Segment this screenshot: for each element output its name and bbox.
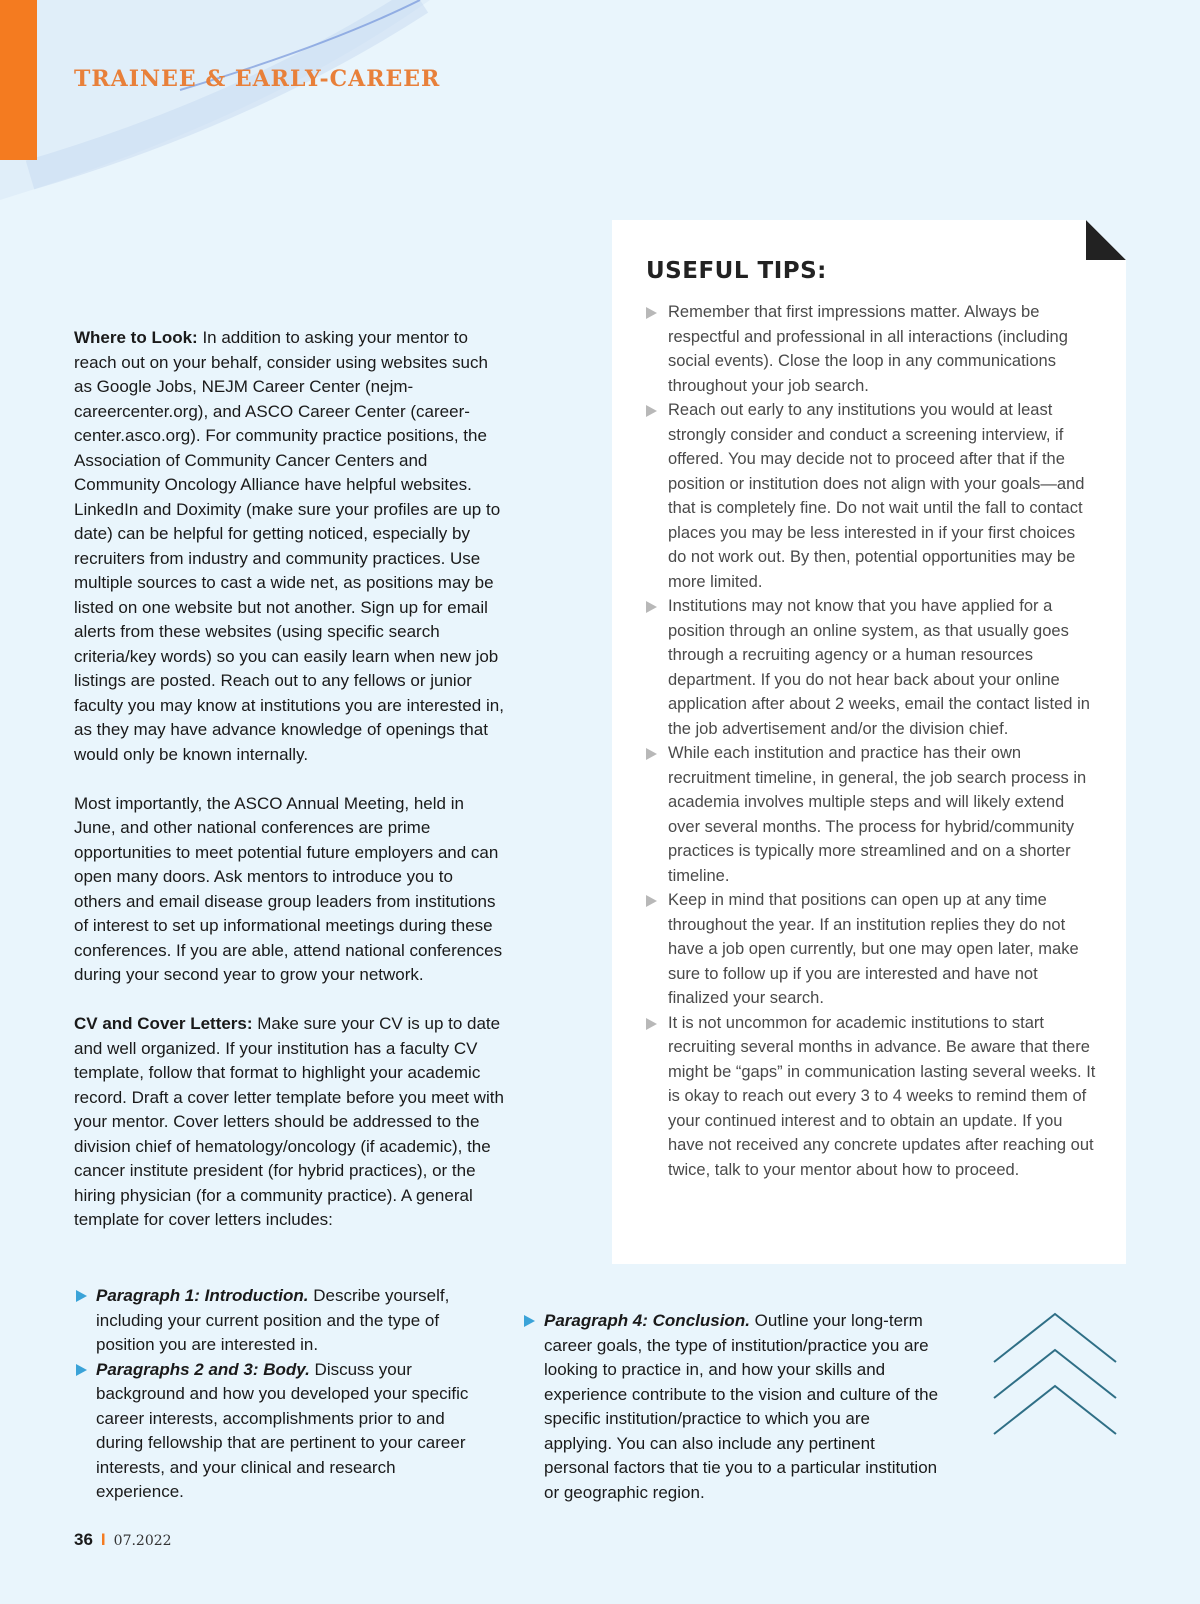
triangle-bullet-icon bbox=[646, 895, 657, 907]
page-number: 36 bbox=[74, 1530, 93, 1549]
page-footer bbox=[74, 1530, 172, 1550]
triangle-bullet-icon bbox=[646, 748, 657, 760]
issue-date: 07.2022 bbox=[113, 1533, 172, 1549]
tip-item: Keep in mind that positions can open up at any time throughout the year. If an institution replies they do not have a job open currently, but one may open later, make sure to follow up if you are interested and have not finalized your search. bbox=[646, 888, 1096, 1011]
tip-item: Reach out early to any institutions you would at least strongly consider and conduct a screening interview, if offered. You may decide not to proceed after that if the position or institution does not align with your goals—and that is completely fine. Do not wait until the fall to contact places you may be less interested in if your first choices do not work out. By then, potential opportunities may be more limited. bbox=[646, 398, 1096, 594]
tips-list bbox=[646, 300, 1096, 1182]
cover-letter-list-left bbox=[74, 1284, 474, 1505]
triangle-bullet-icon bbox=[646, 307, 657, 319]
footer-separator: I bbox=[100, 1530, 106, 1549]
cv-paragraph bbox=[74, 1012, 504, 1233]
tip-item: It is not uncommon for academic institutions to start recruiting several months in advance. Be aware that there might be “gaps” in communication lasting several weeks. It is okay to reach out every 3 to 4 weeks to remind them of your continued interest and to obtain an update. If you have not received any concrete updates after reaching out twice, talk to your mentor about how to proceed. bbox=[646, 1011, 1096, 1183]
triangle-bullet-icon bbox=[524, 1315, 535, 1327]
triangle-bullet-icon bbox=[76, 1364, 87, 1376]
cover-letter-item: Paragraph 4: Conclusion. Outline your long-term career goals, the type of institution/practice you are looking to practice in, and how your skills and experience contribute to the vision and culture of the specific institution/practice to which you are applying. You can also include any pertinent personal factors that tie you to a particular institution or geographic region. bbox=[522, 1309, 942, 1505]
cv-text: Make sure your CV is up to date and well organized. If your institution has a faculty CV template, follow that format to highlight your academic record. Draft a cover letter template before you meet with your mentor. Cover letters should be addressed to the division chief of hematology/oncology (if academic), the cancer institute president (for hybrid practices), or the hiring physician (for a community practice). A general template for cover letters includes: bbox=[74, 1014, 504, 1229]
tip-item: Institutions may not know that you have applied for a position through an online system, as that usually goes through a recruiting agency or a human resources department. If you do not hear back about your online application after about 2 weeks, email the contact listed in the job advertisement and/or the division chief. bbox=[646, 594, 1096, 741]
cover-letter-list-right bbox=[522, 1309, 942, 1505]
folded-corner-icon bbox=[1086, 220, 1126, 260]
chevron-up-icon bbox=[990, 1312, 1120, 1454]
meeting-paragraph: Most importantly, the ASCO Annual Meeting, held in June, and other national conferences are prime opportunities to meet potential future employers and can open many doors. Ask mentors to introduce you to others and email disease group leaders from institutions of interest to set up informational meetings during these conferences. If you are able, attend national conferences during your second year to grow your network. bbox=[74, 793, 503, 984]
where-to-look-label: Where to Look: bbox=[74, 328, 198, 347]
orange-accent-bar bbox=[0, 0, 37, 160]
left-column bbox=[74, 326, 504, 1257]
cover-letter-item: Paragraph 1: Introduction. Describe yourself, including your current position and the type of position you are interested in. bbox=[74, 1284, 474, 1358]
cover-letter-item: Paragraphs 2 and 3: Body. Discuss your background and how you developed your specific career interests, accomplishments prior to and during fellowship that are pertinent to your career interests, and your clinical and research experience. bbox=[74, 1358, 474, 1505]
tip-item: Remember that first impressions matter. Always be respectful and professional in all interactions (including social events). Close the loop in any communications throughout your job search. bbox=[646, 300, 1096, 398]
tips-title: USEFUL TIPS: bbox=[646, 258, 827, 284]
triangle-bullet-icon bbox=[646, 601, 657, 613]
cv-label: CV and Cover Letters: bbox=[74, 1014, 253, 1033]
triangle-bullet-icon bbox=[646, 1018, 657, 1030]
tip-item: While each institution and practice has their own recruitment timeline, in general, the job search process in academia involves multiple steps and will likely extend over several months. The process for hybrid/community practices is typically more streamlined and on a shorter timeline. bbox=[646, 741, 1096, 888]
triangle-bullet-icon bbox=[76, 1290, 87, 1302]
where-to-look-paragraph bbox=[74, 326, 504, 767]
triangle-bullet-icon bbox=[646, 405, 657, 417]
section-label: TRAINEE & EARLY-CAREER bbox=[74, 66, 441, 92]
useful-tips-box bbox=[612, 220, 1126, 1264]
where-to-look-text: In addition to asking your mentor to reach out on your behalf, consider using websites such as Google Jobs, NEJM Career Center (nejm-careercenter.org), and ASCO Career Center (career-center.asco.org). For community practice positions, the Association of Community Cancer Centers and Community Oncology Alliance have helpful websites. LinkedIn and Doximity (make sure your profiles are up to date) can be helpful for getting noticed, especially by recruiters from industry and community practices. Use multiple sources to cast a wide net, as positions may be listed on one website but not another. Sign up for email alerts from these websites (using specific search criteria/key words) so you can easily learn when new job listings are posted. Reach out to any fellows or junior faculty you may know at institutions you are interested in, as they may have advance knowledge of openings that would only be known internally. bbox=[74, 328, 504, 764]
